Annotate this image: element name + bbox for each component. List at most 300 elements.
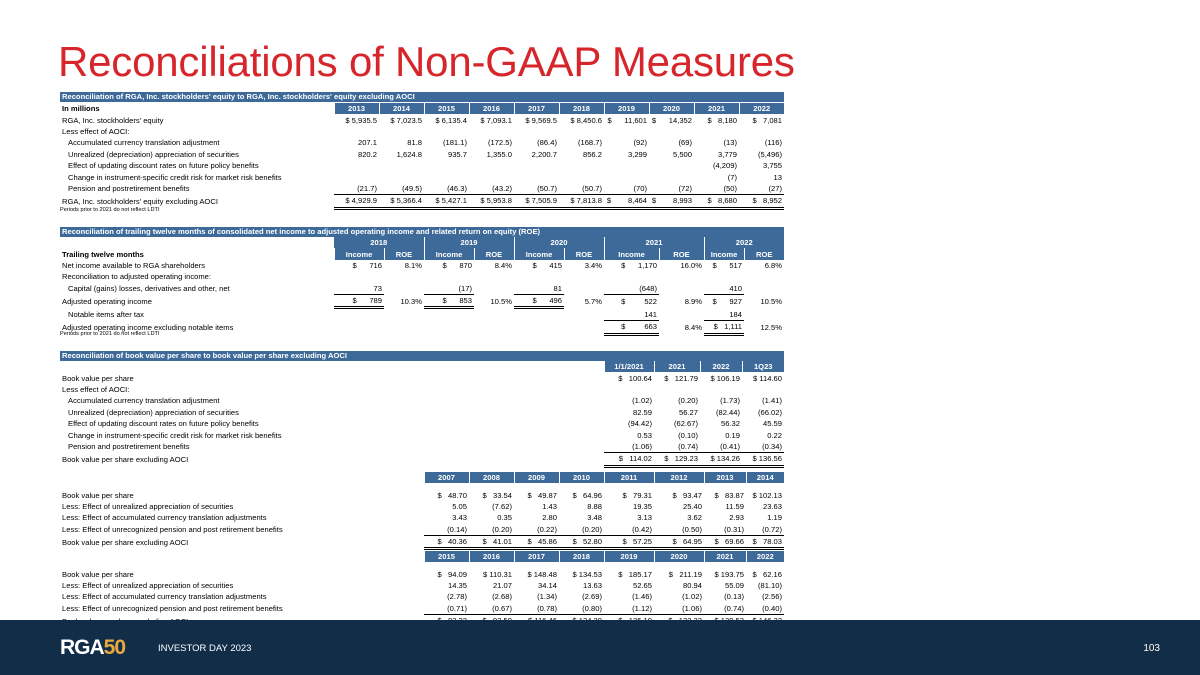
cell-value: $ 8,680 [694, 195, 739, 208]
row-label: Notable items after tax [68, 309, 144, 319]
cell-value: 2.80 [542, 513, 557, 523]
cell-value: $ 49.87 [527, 490, 557, 500]
cell-value: 1,624.8 [396, 149, 422, 159]
cell-value [334, 171, 379, 182]
cell-value: 34.14 [537, 580, 557, 590]
cell-value: 1.43 [542, 501, 557, 511]
cell-value: 8.9% [684, 296, 702, 306]
cell-value: 80.94 [682, 580, 702, 590]
cell-value: $ 7,813.8 [559, 195, 604, 208]
cell-value: $ 33.54 [482, 490, 512, 500]
cell-value: $ 1,170 [621, 260, 657, 270]
cell-value: 81 [514, 283, 564, 295]
cell-value: (648) [604, 283, 659, 295]
cell-value [424, 126, 469, 137]
cell-value: (86.4) [537, 138, 557, 148]
table-row [60, 429, 784, 440]
cell-value: $ 100.64 [618, 373, 652, 383]
cell-value [424, 171, 469, 182]
column-header: 2022 [739, 103, 784, 114]
cell-value: 13.63 [582, 580, 602, 590]
cell-value: 6.8% [764, 260, 782, 270]
table-row [60, 512, 784, 523]
cell-value [564, 321, 604, 334]
cell-value: $ 14,352 [651, 115, 692, 125]
cell-value: (1.46) [632, 592, 652, 602]
cell-value: (50) [723, 183, 737, 193]
cell-value: (27) [768, 183, 782, 193]
cell-value [469, 171, 514, 182]
table-row [60, 441, 784, 453]
cell-value [559, 160, 604, 171]
year-header: 2019 [424, 237, 514, 248]
cell-value: $ 45.86 [514, 535, 559, 548]
cell-value: $ 9,569.5 [525, 115, 557, 125]
cell-value: 3,779 [717, 149, 737, 159]
cell-value [379, 126, 424, 137]
cell-value: $ 64.95 [654, 535, 704, 548]
column-header: 2017 [514, 103, 559, 114]
row-label: Unrealized (depreciation) appreciation of securities [68, 149, 239, 159]
cell-value: 207.1 [357, 138, 377, 148]
cell-value [654, 384, 700, 395]
cell-value: $ 7,023.5 [390, 115, 422, 125]
cell-value: 5,500 [672, 149, 692, 159]
cell-value: $ 102.13 [752, 490, 782, 500]
cell-value: (1.12) [632, 603, 652, 613]
cell-value: (81.10) [757, 580, 782, 590]
page-number: 103 [1143, 643, 1160, 654]
cell-value [474, 283, 514, 295]
cell-value: (7.62) [492, 501, 512, 511]
cell-value [744, 271, 784, 282]
cell-value: (1.73) [720, 396, 740, 406]
row-label: Less: Effect of accumulated currency translation adjustments [62, 592, 267, 602]
cell-value: (2.78) [447, 592, 467, 602]
cell-value: (46.3) [447, 183, 467, 193]
year-header: 2020 [514, 237, 604, 248]
cell-value: 141 [604, 308, 659, 321]
cell-value: $ 64.96 [572, 490, 602, 500]
cell-value [384, 271, 424, 282]
column-header: 2017 [514, 551, 559, 562]
cell-value: (0.78) [537, 603, 557, 613]
cell-value: 25.40 [682, 501, 702, 511]
cell-value: 82.59 [632, 407, 652, 417]
cell-value: 10.5% [760, 296, 782, 306]
cell-value: 3.43 [452, 513, 467, 523]
cell-value: (1.41) [762, 396, 782, 406]
cell-value: 8.4% [684, 322, 702, 332]
logo-text: RGA [60, 636, 104, 659]
cell-value: $ 5,366.4 [379, 195, 424, 208]
cell-value: (2.69) [582, 592, 602, 602]
cell-value: 0.35 [497, 513, 512, 523]
cell-value: 23.63 [762, 501, 782, 511]
row-label: Less: Effect of unrealized appreciation of securities [62, 501, 234, 511]
cell-value [649, 126, 694, 137]
cell-value [334, 126, 379, 137]
cell-value [424, 160, 469, 171]
cell-value: $ 517 [712, 260, 742, 270]
year-header: 2022 [704, 237, 784, 248]
row-label: Unrealized (depreciation) appreciation of securities [68, 407, 239, 417]
row-label: RGA, Inc. stockholders' equity [62, 115, 164, 125]
cell-value: $ 83.87 [714, 490, 744, 500]
cell-value: $ 789 [334, 294, 384, 307]
cell-value [424, 308, 474, 321]
table-row [60, 603, 784, 615]
header-spacer [60, 237, 334, 248]
cell-value [700, 384, 742, 395]
income-header: Income [514, 248, 564, 259]
header-row [60, 551, 784, 562]
table-row [60, 271, 784, 282]
cell-value: (0.74) [724, 603, 744, 613]
cell-value: $ 129.23 [654, 453, 700, 466]
table-row [60, 294, 784, 307]
row-label: Book value per share excluding AOCI [62, 454, 189, 464]
cell-value: $ 185.17 [618, 569, 652, 579]
cell-value [564, 283, 604, 295]
cell-value: 3.4% [584, 260, 602, 270]
table-row [60, 372, 784, 383]
cell-value: 21.07 [492, 580, 512, 590]
cell-value: (17) [424, 283, 474, 295]
cell-value [694, 126, 739, 137]
roe-header: ROE [564, 248, 604, 259]
row-label: Less: Effect of unrealized appreciation of securities [62, 580, 234, 590]
cell-value: (0.14) [447, 524, 467, 534]
cell-value: 2.93 [729, 513, 744, 523]
cell-value [474, 308, 514, 321]
row-label: Effect of updating discount rates on future policy benefits [68, 419, 259, 429]
year-header-row [60, 237, 784, 248]
column-header: 2020 [649, 103, 694, 114]
table-row [60, 160, 784, 171]
logo-fifty: 50 [103, 636, 126, 659]
column-header: 2016 [469, 551, 514, 562]
year-header: 2021 [604, 237, 704, 248]
cell-value: 3.62 [687, 513, 702, 523]
cell-value: $ 106.19 [710, 373, 740, 383]
cell-value: 10.5% [490, 296, 512, 306]
cell-value: 45.59 [762, 419, 782, 429]
row-label: Less: Effect of accumulated currency translation adjustments [62, 513, 267, 523]
column-header: 2018 [559, 103, 604, 114]
cell-value [474, 321, 514, 334]
table-row [60, 524, 784, 536]
column-header: 2013 [334, 103, 379, 114]
cell-value: $ 62.16 [752, 569, 782, 579]
row-label: Book value per share [62, 373, 134, 383]
cell-value: 11.59 [725, 501, 744, 511]
table-row [60, 114, 784, 125]
income-header: Income [604, 248, 659, 259]
cell-value: $ 5,953.8 [469, 195, 514, 208]
cell-value: $ 8,180 [707, 115, 737, 125]
cell-value: (116) [764, 138, 782, 148]
cell-value [424, 321, 474, 334]
cell-value: 8.1% [404, 260, 422, 270]
header-label: In millions [62, 104, 100, 114]
cell-value: (50.7) [582, 183, 602, 193]
table-row [60, 149, 784, 160]
cell-value: (82.44) [715, 407, 740, 417]
row-label: Change in instrument-specific credit risk for market risk benefits [68, 172, 282, 182]
cell-value: (1.02) [632, 396, 652, 406]
row-label: Accumulated currency translation adjustment [68, 396, 220, 406]
cell-value [604, 126, 649, 137]
cell-value: (62.67) [673, 419, 698, 429]
cell-value [704, 271, 744, 282]
cell-value: $ 134.26 [700, 453, 742, 466]
row-label: Change in instrument-specific credit risk for market risk benefits [68, 430, 282, 440]
cell-value [604, 160, 649, 171]
bvps-2015-2022-table [60, 551, 784, 629]
cell-value: (0.20) [582, 524, 602, 534]
row-label: Pension and postretirement benefits [68, 184, 190, 194]
cell-value: 0.19 [725, 430, 740, 440]
cell-value: $ 57.25 [604, 535, 654, 548]
column-header: 2020 [654, 551, 704, 562]
cell-value: $ 52.80 [559, 535, 604, 548]
cell-value [604, 384, 654, 395]
cell-value: $ 41.01 [469, 535, 514, 548]
cell-value: (0.71) [447, 603, 467, 613]
column-header: 1/1/2021 [604, 361, 654, 372]
table-row [60, 384, 784, 395]
roe-table [60, 237, 784, 336]
cell-value: $ 121.79 [664, 373, 698, 383]
cell-value: 14.35 [447, 580, 467, 590]
cell-value: 3.13 [637, 513, 652, 523]
cell-value: $ 69.66 [704, 535, 746, 548]
cell-value [744, 308, 784, 321]
income-header: Income [334, 248, 384, 259]
header-label [60, 551, 424, 562]
income-header: Income [704, 248, 744, 259]
cell-value [514, 171, 559, 182]
row-label: Less: Effect of unrecognized pension and post retirement benefits [62, 525, 283, 534]
cell-value: 19.35 [632, 501, 652, 511]
cell-value: 3,299 [627, 149, 647, 159]
cell-value [649, 171, 694, 182]
cell-value: (0.40) [762, 603, 782, 613]
cell-value [379, 160, 424, 171]
row-label: RGA, Inc. stockholders' equity excluding AOCI [62, 196, 218, 206]
cell-value: $ 48.70 [437, 490, 467, 500]
cell-value [514, 126, 559, 137]
cell-value: (1.34) [537, 592, 557, 602]
rga-logo [60, 636, 125, 660]
table-row [60, 137, 784, 148]
cell-value: $ 110.31 [483, 569, 512, 579]
year-header: 2018 [334, 237, 424, 248]
column-header: 2016 [469, 103, 514, 114]
row-label: Net income available to RGA shareholders [62, 260, 206, 270]
equity-table [60, 103, 784, 210]
table-row [60, 126, 784, 137]
cell-value: (2.68) [492, 592, 512, 602]
column-header: 2019 [604, 551, 654, 562]
cell-value [469, 126, 514, 137]
cell-value: 410 [704, 283, 744, 295]
cell-value: (0.22) [537, 524, 557, 534]
row-label: Book value per share [62, 490, 134, 500]
cell-value: (49.5) [402, 183, 422, 193]
cell-value: (66.02) [757, 407, 782, 417]
cell-value [604, 271, 659, 282]
subheader-row [60, 248, 784, 259]
equity-heading: Reconciliation of RGA, Inc. stockholders' equity to RGA, Inc. stockholders' equity excluding AOCI [60, 92, 784, 102]
table-row [60, 501, 784, 512]
cell-value [379, 171, 424, 182]
table-row [60, 308, 784, 321]
cell-value: $ 927 [712, 296, 742, 306]
cell-value [424, 271, 474, 282]
cell-value [659, 271, 704, 282]
table-row [60, 171, 784, 182]
column-header: 2019 [604, 103, 649, 114]
table-row [60, 453, 784, 466]
event-label: INVESTOR DAY 2023 [158, 643, 252, 654]
cell-value: 55.09 [724, 580, 744, 590]
cell-value: (21.7) [357, 183, 377, 193]
cell-value: 0.22 [767, 430, 782, 440]
roe-header: ROE [384, 248, 424, 259]
roe-header: ROE [474, 248, 514, 259]
cell-value: 73 [334, 283, 384, 295]
cell-value: (0.41) [720, 441, 740, 451]
cell-value: 81.8 [407, 138, 422, 148]
cell-value [384, 321, 424, 334]
table-row [60, 535, 784, 548]
column-header: 2013 [704, 472, 746, 483]
cell-value: $ 114.60 [753, 373, 782, 383]
cell-value [559, 126, 604, 137]
cell-value [559, 171, 604, 182]
header-label [60, 361, 604, 372]
cell-value [564, 271, 604, 282]
table-row [60, 489, 784, 500]
cell-value: (94.42) [627, 419, 652, 429]
cell-value: 856.2 [582, 149, 602, 159]
column-header: 2015 [424, 551, 469, 562]
column-header: 2014 [379, 103, 424, 114]
cell-value: $ 7,505.9 [514, 195, 559, 208]
cell-value: 0.53 [637, 430, 652, 440]
row-label: Adjusted operating income excluding notable items [62, 322, 234, 332]
cell-value: 56.27 [678, 407, 698, 417]
table-row [60, 195, 784, 208]
cell-value: (0.20) [492, 524, 512, 534]
table-row [60, 568, 784, 579]
cell-value: 3,755 [762, 161, 782, 171]
income-header: Income [424, 248, 474, 259]
subheader-label: Trailing twelve months [62, 249, 144, 259]
cell-value [384, 308, 424, 321]
cell-value: 5.7% [584, 296, 602, 306]
cell-value [514, 308, 564, 321]
page-title: Reconciliations of Non-GAAP Measures [58, 38, 795, 85]
cell-value: 12.5% [760, 322, 782, 332]
cell-value: $ 8,952 [739, 195, 784, 208]
cell-value: $ 1,111 [704, 321, 744, 334]
row-label: Accumulated currency translation adjustment [68, 138, 220, 148]
cell-value: $ 94.09 [437, 569, 467, 579]
roe-header: ROE [659, 248, 704, 259]
cell-value: $ 78.03 [746, 535, 784, 548]
cell-value: $ 496 [514, 294, 564, 307]
cell-value: $ 7,081 [752, 115, 782, 125]
cell-value: $ 716 [352, 260, 382, 270]
cell-value [334, 271, 384, 282]
column-header: 2011 [604, 472, 654, 483]
cell-value [469, 160, 514, 171]
cell-value: (0.31) [724, 524, 744, 534]
column-header: 2022 [700, 361, 742, 372]
cell-value [659, 283, 704, 295]
column-header: 2022 [746, 551, 784, 562]
row-label: Book value per share excluding AOCI [62, 537, 189, 547]
column-header: 2007 [424, 472, 469, 483]
table-row [60, 591, 784, 602]
cell-value: 184 [704, 308, 744, 321]
cell-value: $ 663 [604, 321, 659, 334]
cell-value: (0.13) [724, 592, 744, 602]
cell-value [659, 308, 704, 321]
cell-value: (70) [633, 183, 647, 193]
column-header: 2014 [746, 472, 784, 483]
cell-value: (181.1) [442, 138, 467, 148]
cell-value: 56.32 [720, 419, 740, 429]
cell-value: (0.20) [678, 396, 698, 406]
cell-value: 3.48 [587, 513, 602, 523]
cell-value: (50.7) [537, 183, 557, 193]
cell-value: $ 114.02 [604, 453, 654, 466]
table-row [60, 260, 784, 271]
cell-value: (92) [633, 138, 647, 148]
cell-value: $ 93.47 [672, 490, 702, 500]
column-header: 2021 [694, 103, 739, 114]
cell-value: (69) [678, 138, 692, 148]
cell-value: 5.05 [452, 501, 467, 511]
cell-value: (43.2) [492, 183, 512, 193]
cell-value: $ 853 [424, 294, 474, 307]
cell-value [334, 160, 379, 171]
column-header: 2018 [559, 551, 604, 562]
cell-value: $ 8,464 [604, 195, 649, 208]
cell-value: 820.2 [357, 149, 377, 159]
table-row [60, 395, 784, 406]
column-header: 2015 [424, 103, 469, 114]
cell-value [604, 171, 649, 182]
cell-value: $ 5,935.5 [345, 115, 377, 125]
cell-value: 16.0% [680, 260, 702, 270]
cell-value: (1.02) [682, 592, 702, 602]
row-label: Pension and postretirement benefits [68, 442, 190, 452]
cell-value: 935.7 [447, 149, 467, 159]
row-label: Less effect of AOCI: [62, 126, 130, 136]
cell-value: $ 79.31 [622, 490, 652, 500]
cell-value: 1.19 [767, 513, 782, 523]
cell-value: 10.3% [400, 296, 422, 306]
table-row [60, 407, 784, 418]
roe-heading: Reconciliation of trailing twelve months of consolidated net income to adjusted operating income and related return on equity (ROE) [60, 227, 784, 237]
cell-value [514, 271, 564, 282]
cell-value: (0.80) [582, 603, 602, 613]
